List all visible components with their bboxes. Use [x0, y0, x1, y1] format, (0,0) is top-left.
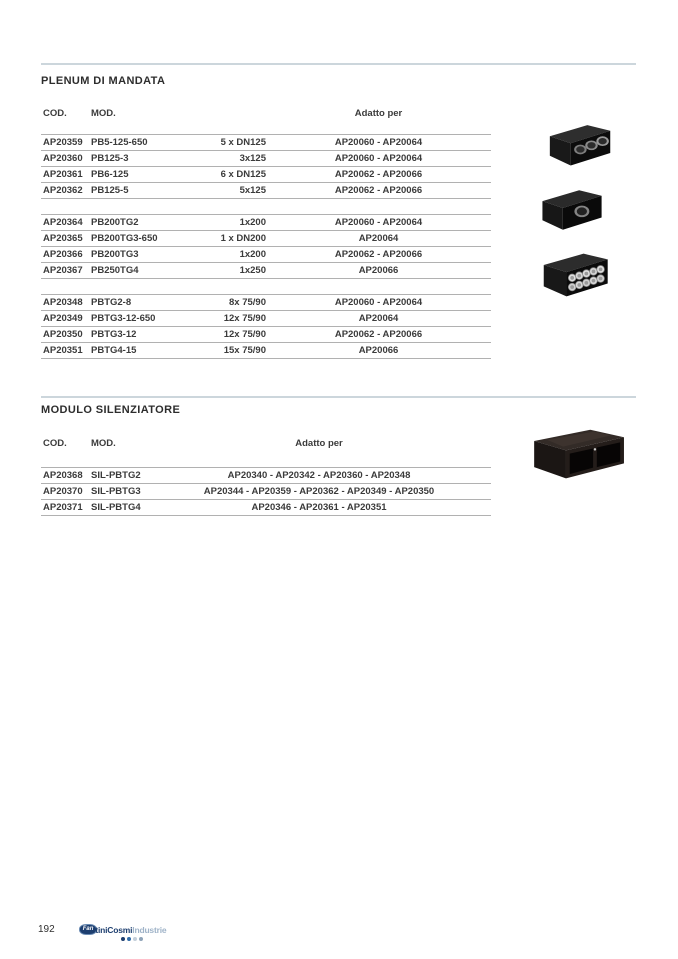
table-row — [41, 483, 491, 499]
cell-mod: PB200TG3 — [91, 249, 139, 260]
cell-adatto: AP20062 - AP20066 — [334, 169, 423, 180]
cell-size: 1 x DN200 — [220, 233, 266, 244]
cell-size: 8x 75/90 — [229, 297, 266, 308]
table-row — [41, 294, 491, 310]
cell-cod: AP20362 — [43, 185, 83, 196]
cell-adatto: AP20346 - AP20361 - AP20351 — [251, 502, 387, 513]
fantini-cosmi-logo — [79, 924, 167, 941]
cell-adatto: AP20060 - AP20064 — [334, 297, 423, 308]
cell-mod: SIL-PBTG4 — [91, 502, 141, 513]
column-header-mod: MOD. — [91, 438, 116, 449]
cell-cod: AP20370 — [43, 486, 83, 497]
table-row — [41, 166, 491, 182]
cell-adatto: AP20066 — [358, 265, 399, 276]
plenum-1-round-outlet-image — [537, 184, 605, 241]
cell-mod: PBTG2-8 — [91, 297, 132, 308]
table-row — [41, 182, 491, 198]
cell-cod: AP20371 — [43, 502, 83, 513]
cell-mod: PB200TG2 — [91, 217, 139, 228]
silenziatore-table — [41, 467, 491, 516]
cell-size: 5 x DN125 — [220, 137, 266, 148]
silenziatore-table-group-1 — [41, 467, 491, 516]
silencer-module-open-box-image — [527, 426, 633, 489]
cell-size: 15x 75/90 — [223, 345, 266, 356]
cell-cod: AP20351 — [43, 345, 83, 356]
cell-mod: PB125-3 — [91, 153, 129, 164]
table-row — [41, 326, 491, 342]
cell-cod: AP20359 — [43, 137, 83, 148]
cell-cod: AP20350 — [43, 329, 83, 340]
table-row — [41, 134, 491, 150]
table-row — [41, 214, 491, 230]
brand-name-light: Industrie — [132, 924, 167, 935]
cell-adatto: AP20064 — [358, 313, 399, 324]
column-header-size-spacer — [211, 106, 266, 121]
column-header-mod: MOD. — [91, 108, 116, 119]
plenum-10-small-outlets-image — [538, 248, 612, 307]
logo-dot-2 — [127, 937, 131, 941]
table-row — [41, 150, 491, 166]
cell-cod: AP20360 — [43, 153, 83, 164]
cell-mod: PB5-125-650 — [91, 137, 148, 148]
column-header-adatto: Adatto per — [295, 438, 343, 449]
table-row — [41, 230, 491, 246]
cell-size: 1x200 — [239, 217, 266, 228]
table-row — [41, 467, 491, 483]
cell-adatto: AP20060 - AP20064 — [334, 217, 423, 228]
cell-cod: AP20348 — [43, 297, 83, 308]
cell-size: 1x250 — [239, 265, 266, 276]
section-divider-rule — [41, 396, 636, 398]
logo-dot-3 — [133, 937, 137, 941]
plenum-table-group-2 — [41, 214, 491, 279]
cell-mod: PBTG3-12-650 — [91, 313, 156, 324]
cell-adatto: AP20060 - AP20064 — [334, 137, 423, 148]
cell-cod: AP20364 — [43, 217, 83, 228]
cell-mod: PBTG3-12 — [91, 329, 137, 340]
cell-cod: AP20367 — [43, 265, 83, 276]
page-number: 192 — [38, 924, 55, 935]
plenum-table-header — [41, 106, 491, 118]
cell-size: 6 x DN125 — [220, 169, 266, 180]
cell-size: 12x 75/90 — [223, 313, 266, 324]
table-row — [41, 262, 491, 278]
section-title-silenziatore: MODULO SILENZIATORE — [41, 404, 181, 416]
cell-mod: SIL-PBTG2 — [91, 470, 141, 481]
column-header-cod: COD. — [43, 438, 67, 449]
plenum-3-round-outlets-image — [544, 121, 614, 176]
cell-adatto: AP20340 - AP20342 - AP20360 - AP20348 — [227, 470, 411, 481]
brand-name-bold: tiniCosmi — [95, 924, 133, 935]
cell-adatto: AP20064 — [358, 233, 399, 244]
cell-cod: AP20365 — [43, 233, 83, 244]
cell-cod: AP20368 — [43, 470, 83, 481]
cell-mod: PB200TG3-650 — [91, 233, 158, 244]
page-footer — [38, 924, 166, 941]
plenum-table-group-3 — [41, 294, 491, 359]
cell-size: 1x200 — [239, 249, 266, 260]
cell-mod: PB125-5 — [91, 185, 129, 196]
cell-mod: PB250TG4 — [91, 265, 139, 276]
cell-adatto: AP20062 - AP20066 — [334, 185, 423, 196]
cell-mod: PBTG4-15 — [91, 345, 137, 356]
cell-size: 12x 75/90 — [223, 329, 266, 340]
table-row — [41, 342, 491, 358]
cell-adatto: AP20344 - AP20359 - AP20362 - AP20349 - AP20350 — [203, 486, 435, 497]
table-row — [41, 310, 491, 326]
cell-adatto: AP20060 - AP20064 — [334, 153, 423, 164]
cell-cod: AP20349 — [43, 313, 83, 324]
plenum-table — [41, 134, 491, 359]
logo-dot-4 — [139, 937, 143, 941]
cell-cod: AP20366 — [43, 249, 83, 260]
cell-size: 5x125 — [239, 185, 266, 196]
cell-cod: AP20361 — [43, 169, 83, 180]
page-top-rule — [41, 63, 636, 65]
logo-oval-badge: Fan — [79, 924, 98, 935]
fantini-cosmi-logo-text — [79, 924, 167, 935]
cell-mod: PB6-125 — [91, 169, 129, 180]
silenziatore-table-header — [41, 436, 491, 448]
logo-dots — [121, 937, 167, 941]
column-header-cod: COD. — [43, 108, 67, 119]
logo-dot-1 — [121, 937, 125, 941]
plenum-table-group-1 — [41, 134, 491, 199]
cell-adatto: AP20066 — [358, 345, 399, 356]
table-row — [41, 246, 491, 262]
cell-mod: SIL-PBTG3 — [91, 486, 141, 497]
cell-size: 3x125 — [239, 153, 266, 164]
cell-adatto: AP20062 - AP20066 — [334, 329, 423, 340]
cell-adatto: AP20062 - AP20066 — [334, 249, 423, 260]
column-header-adatto: Adatto per — [354, 108, 403, 119]
section-title-plenum: PLENUM DI MANDATA — [41, 75, 166, 87]
table-row — [41, 499, 491, 515]
